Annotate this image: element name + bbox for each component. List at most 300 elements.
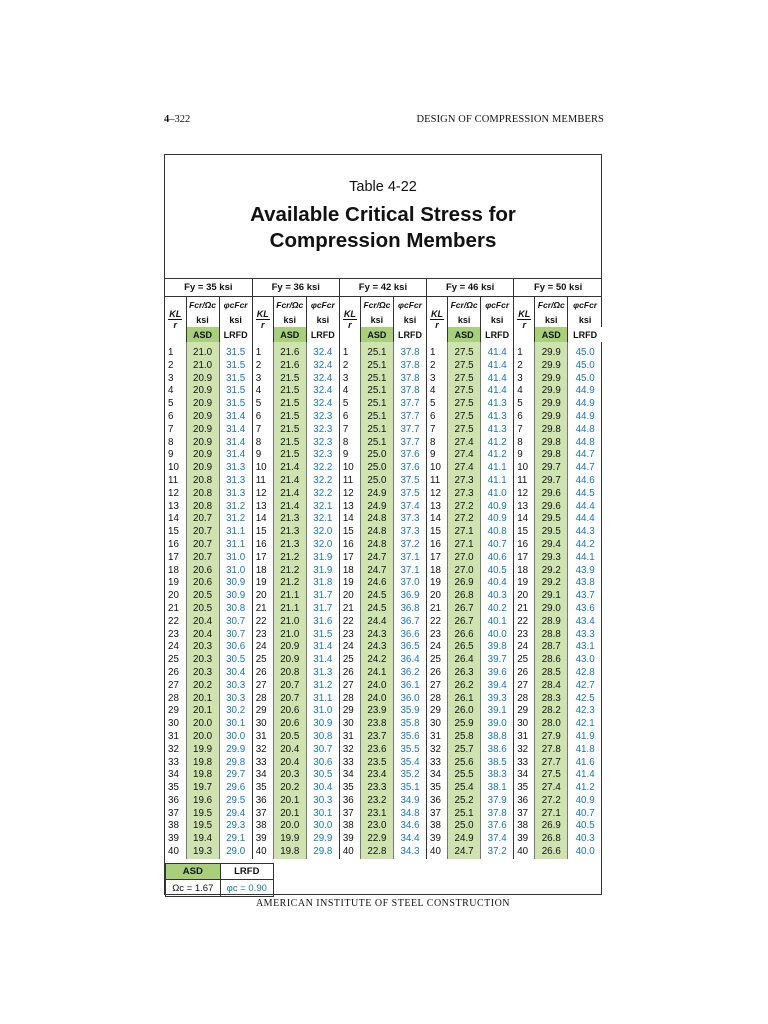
kl-numerator: KL [169, 309, 182, 319]
legend-lrfd-label: LRFD [220, 864, 273, 880]
kl-r-value: 37 [514, 808, 535, 821]
asd-stress-value: 24.9 [360, 501, 393, 514]
kl-r-value: 32 [252, 744, 273, 757]
kl-r-value: 10 [252, 462, 273, 475]
lrfd-stress-value: 32.2 [306, 488, 339, 501]
group-label: Fy = 35 ksi [165, 279, 252, 297]
lrfd-stress-value: 31.3 [219, 475, 252, 488]
kl-r-value: 27 [339, 680, 360, 693]
lrfd-symbol-header: φcFcr [306, 297, 339, 314]
kl-r-value: 40 [514, 846, 535, 859]
lrfd-stress-value: 44.7 [568, 449, 602, 462]
kl-r-value: 36 [168, 794, 179, 806]
asd-stress-value: 20.9 [186, 449, 219, 462]
asd-stress-value: 26.6 [535, 846, 568, 859]
asd-stress-value: 21.5 [273, 424, 306, 437]
kl-r-value: 21 [339, 603, 360, 616]
kl-r-value: 24 [252, 641, 273, 654]
lrfd-stress-value: 36.5 [393, 641, 426, 654]
kl-r-value: 5 [339, 398, 360, 411]
lrfd-header: LRFD [219, 327, 252, 342]
asd-stress-value: 20.9 [186, 411, 219, 424]
kl-denominator: r [348, 320, 352, 330]
kl-r-value: 14 [339, 513, 360, 526]
asd-stress-value: 25.0 [360, 462, 393, 475]
asd-stress-value: 24.9 [360, 488, 393, 501]
asd-stress-value: 20.3 [273, 769, 306, 782]
table-frame [164, 154, 602, 895]
kl-r-value: 25 [514, 654, 535, 667]
asd-stress-value: 24.0 [360, 693, 393, 706]
asd-stress-value: 29.7 [535, 475, 568, 488]
lrfd-stress-value: 31.4 [219, 437, 252, 450]
kl-r-value: 7 [514, 424, 535, 437]
asd-stress-value: 27.9 [535, 731, 568, 744]
table-row [165, 373, 602, 386]
asd-stress-value: 29.9 [535, 398, 568, 411]
table-row [165, 680, 602, 693]
lrfd-stress-value: 32.3 [306, 424, 339, 437]
asd-stress-value: 23.7 [360, 731, 393, 744]
kl-r-value: 30 [427, 718, 448, 731]
asd-stress-value: 20.8 [186, 501, 219, 514]
kl-r-value: 25 [168, 654, 179, 666]
asd-stress-value: 20.9 [186, 373, 219, 386]
kl-r-value: 40 [339, 846, 360, 859]
kl-r-value: 23 [252, 629, 273, 642]
lrfd-stress-value: 31.4 [306, 641, 339, 654]
asd-stress-value: 25.1 [360, 398, 393, 411]
asd-stress-value: 21.0 [186, 347, 219, 360]
lrfd-stress-value: 39.0 [481, 718, 514, 731]
lrfd-stress-value: 37.9 [481, 795, 514, 808]
kl-r-value: 20 [168, 590, 179, 602]
asd-stress-value: 24.8 [360, 513, 393, 526]
kl-r-value: 14 [427, 513, 448, 526]
kl-r-value: 9 [168, 449, 174, 461]
asd-symbol-header: Fcr/Ωc [273, 297, 306, 314]
asd-stress-value: 21.3 [273, 526, 306, 539]
asd-stress-value: 29.8 [535, 437, 568, 450]
lrfd-stress-value: 40.5 [481, 565, 514, 578]
asd-stress-value: 21.5 [273, 437, 306, 450]
table-row [165, 385, 602, 398]
kl-r-value: 6 [168, 410, 174, 422]
asd-stress-value: 29.2 [535, 577, 568, 590]
asd-stress-value: 22.8 [360, 846, 393, 859]
asd-stress-value: 22.9 [360, 833, 393, 846]
asd-stress-value: 28.2 [535, 705, 568, 718]
asd-stress-value: 29.2 [535, 565, 568, 578]
lrfd-stress-value: 44.3 [568, 526, 602, 539]
lrfd-stress-value: 31.0 [219, 565, 252, 578]
asd-stress-value: 20.6 [273, 705, 306, 718]
kl-r-value: 19 [168, 577, 179, 589]
kl-r-value: 28 [339, 693, 360, 706]
kl-r-value: 9 [252, 449, 273, 462]
lrfd-stress-value: 37.8 [393, 385, 426, 398]
lrfd-stress-value: 29.9 [306, 833, 339, 846]
lrfd-stress-value: 32.2 [306, 475, 339, 488]
lrfd-stress-value: 35.4 [393, 757, 426, 770]
lrfd-stress-value: 44.9 [568, 411, 602, 424]
lrfd-stress-value: 36.8 [393, 603, 426, 616]
lrfd-stress-value: 32.4 [306, 385, 339, 398]
lrfd-stress-value: 30.0 [306, 820, 339, 833]
lrfd-stress-value: 30.5 [306, 769, 339, 782]
kl-r-value: 17 [427, 552, 448, 565]
lrfd-header: LRFD [306, 327, 339, 342]
asd-stress-value: 23.8 [360, 718, 393, 731]
kl-r-value: 13 [514, 501, 535, 514]
kl-r-value: 28 [252, 693, 273, 706]
kl-r-header [165, 297, 186, 343]
kl-r-value: 16 [339, 539, 360, 552]
asd-stress-value: 21.2 [273, 577, 306, 590]
group-label: Fy = 42 ksi [339, 279, 426, 297]
asd-stress-value: 25.1 [360, 437, 393, 450]
lrfd-unit-header: ksi [393, 313, 426, 327]
kl-r-value: 28 [514, 693, 535, 706]
lrfd-stress-value: 36.0 [393, 693, 426, 706]
asd-stress-value: 20.1 [273, 808, 306, 821]
asd-header: ASD [448, 327, 481, 342]
lrfd-stress-value: 37.8 [481, 808, 514, 821]
lrfd-stress-value: 38.8 [481, 731, 514, 744]
asd-stress-value: 28.3 [535, 693, 568, 706]
lrfd-stress-value: 31.5 [219, 373, 252, 386]
asd-stress-value: 20.9 [186, 462, 219, 475]
lrfd-header: LRFD [481, 327, 514, 342]
lrfd-stress-value: 44.5 [568, 488, 602, 501]
kl-r-value: 18 [252, 565, 273, 578]
lrfd-symbol-header: φcFcr [481, 297, 514, 314]
kl-r-value: 25 [339, 654, 360, 667]
lrfd-stress-value: 41.4 [481, 347, 514, 360]
lrfd-stress-value: 31.3 [306, 667, 339, 680]
asd-stress-value: 21.1 [273, 590, 306, 603]
asd-symbol-header: Fcr/Ωc [360, 297, 393, 314]
lrfd-stress-value: 36.2 [393, 667, 426, 680]
asd-stress-value: 24.8 [360, 539, 393, 552]
asd-stress-value: 26.8 [448, 590, 481, 603]
lrfd-stress-value: 43.7 [568, 590, 602, 603]
kl-r-value: 2 [168, 359, 174, 371]
kl-r-value: 29 [168, 705, 179, 717]
lrfd-stress-value: 39.8 [481, 641, 514, 654]
table-row [165, 347, 602, 360]
asd-stress-value: 20.6 [186, 565, 219, 578]
asd-stress-value: 21.6 [273, 360, 306, 373]
kl-r-value: 22 [168, 615, 179, 627]
table-row [165, 705, 602, 718]
lrfd-stress-value: 41.2 [481, 449, 514, 462]
table-row [165, 795, 602, 808]
table-row [165, 641, 602, 654]
table-row [165, 782, 602, 795]
kl-r-value: 33 [427, 757, 448, 770]
kl-r-value: 27 [168, 679, 179, 691]
kl-r-value: 10 [168, 462, 179, 474]
asd-stress-value: 19.9 [186, 744, 219, 757]
asd-unit-header: ksi [360, 313, 393, 327]
lrfd-stress-value: 32.4 [306, 373, 339, 386]
kl-r-value: 31 [252, 731, 273, 744]
kl-r-value: 13 [168, 500, 179, 512]
lrfd-stress-value: 31.8 [306, 577, 339, 590]
table-row [165, 769, 602, 782]
asd-stress-value: 21.0 [186, 360, 219, 373]
kl-r-value: 26 [514, 667, 535, 680]
asd-stress-value: 27.3 [448, 488, 481, 501]
kl-r-value: 15 [252, 526, 273, 539]
asd-stress-value: 27.5 [448, 398, 481, 411]
legend-asd-label: ASD [166, 864, 221, 880]
kl-r-value: 35 [252, 782, 273, 795]
kl-r-value: 38 [427, 820, 448, 833]
kl-r-value: 13 [427, 501, 448, 514]
lrfd-stress-value: 43.8 [568, 577, 602, 590]
kl-r-value: 28 [168, 692, 179, 704]
asd-stress-value: 20.8 [186, 475, 219, 488]
asd-stress-value: 25.8 [448, 731, 481, 744]
kl-r-value: 29 [252, 705, 273, 718]
lrfd-stress-value: 39.3 [481, 693, 514, 706]
lrfd-stress-value: 31.1 [306, 693, 339, 706]
lrfd-symbol-header: φcFcr [219, 297, 252, 314]
lrfd-stress-value: 30.9 [219, 590, 252, 603]
table-row [165, 424, 602, 437]
asd-stress-value: 25.2 [448, 795, 481, 808]
asd-stress-value: 20.4 [186, 616, 219, 629]
kl-r-value: 21 [252, 603, 273, 616]
lrfd-stress-value: 37.1 [393, 552, 426, 565]
lrfd-stress-value: 31.1 [219, 526, 252, 539]
lrfd-stress-value: 35.8 [393, 718, 426, 731]
asd-stress-value: 27.0 [448, 552, 481, 565]
lrfd-stress-value: 36.4 [393, 654, 426, 667]
kl-r-value: 22 [252, 616, 273, 629]
asd-stress-value: 23.3 [360, 782, 393, 795]
kl-r-value: 34 [514, 769, 535, 782]
lrfd-stress-value: 35.9 [393, 705, 426, 718]
lrfd-stress-value: 29.0 [219, 846, 252, 859]
asd-stress-value: 19.5 [186, 820, 219, 833]
asd-stress-value: 27.5 [448, 424, 481, 437]
lrfd-stress-value: 40.3 [568, 833, 602, 846]
asd-stress-value: 23.5 [360, 757, 393, 770]
kl-denominator: r [173, 320, 178, 330]
asd-stress-value: 28.7 [535, 641, 568, 654]
asd-stress-value: 24.2 [360, 654, 393, 667]
asd-stress-value: 26.4 [448, 654, 481, 667]
lrfd-stress-value: 40.2 [481, 603, 514, 616]
lrfd-stress-value: 42.8 [568, 667, 602, 680]
kl-r-value: 31 [168, 730, 179, 742]
lrfd-stress-value: 32.1 [306, 501, 339, 514]
lrfd-stress-value: 30.4 [219, 667, 252, 680]
lrfd-stress-value: 32.1 [306, 513, 339, 526]
asd-stress-value: 28.5 [535, 667, 568, 680]
lrfd-stress-value: 42.5 [568, 693, 602, 706]
asd-stress-value: 28.4 [535, 680, 568, 693]
lrfd-stress-value: 41.1 [481, 462, 514, 475]
lrfd-stress-value: 40.9 [481, 513, 514, 526]
lrfd-stress-value: 37.6 [393, 449, 426, 462]
lrfd-stress-value: 32.3 [306, 411, 339, 424]
asd-stress-value: 24.8 [360, 526, 393, 539]
legend-lrfd-value: φc = 0.90 [220, 880, 273, 897]
lrfd-header: LRFD [568, 327, 602, 342]
lrfd-stress-value: 37.6 [393, 462, 426, 475]
kl-r-value: 18 [427, 565, 448, 578]
lrfd-stress-value: 38.6 [481, 744, 514, 757]
kl-r-value: 16 [427, 539, 448, 552]
kl-r-value: 12 [252, 488, 273, 501]
asd-stress-value: 23.4 [360, 769, 393, 782]
kl-r-value: 11 [514, 475, 535, 488]
lrfd-stress-value: 44.9 [568, 385, 602, 398]
asd-stress-value: 20.1 [186, 693, 219, 706]
table-row [165, 718, 602, 731]
kl-r-value: 27 [252, 680, 273, 693]
page-number [164, 114, 190, 125]
lrfd-stress-value: 41.8 [568, 744, 602, 757]
kl-r-value: 22 [427, 616, 448, 629]
kl-r-value: 3 [168, 372, 174, 384]
group-header-row [165, 279, 602, 297]
group-label: Fy = 50 ksi [514, 279, 602, 297]
lrfd-stress-value: 37.8 [393, 347, 426, 360]
kl-r-value: 4 [427, 385, 448, 398]
lrfd-stress-value: 40.6 [481, 552, 514, 565]
kl-r-value: 18 [168, 564, 179, 576]
kl-r-value: 27 [427, 680, 448, 693]
group-label: Fy = 46 ksi [427, 279, 514, 297]
asd-stress-value: 21.2 [273, 565, 306, 578]
kl-r-value: 39 [514, 833, 535, 846]
kl-r-value: 10 [339, 462, 360, 475]
asd-stress-value: 21.5 [273, 398, 306, 411]
lrfd-stress-value: 31.4 [219, 411, 252, 424]
asd-stress-value: 25.1 [360, 411, 393, 424]
kl-r-header [339, 297, 360, 343]
table-row [165, 757, 602, 770]
asd-stress-value: 27.2 [448, 513, 481, 526]
asd-stress-value: 27.4 [448, 462, 481, 475]
table-row [165, 654, 602, 667]
asd-stress-value: 29.3 [535, 552, 568, 565]
kl-r-value: 17 [252, 552, 273, 565]
asd-stress-value: 29.9 [535, 411, 568, 424]
page-footer: AMERICAN INSTITUTE OF STEEL CONSTRUCTION [255, 898, 511, 909]
asd-symbol-header: Fcr/Ωc [448, 297, 481, 314]
lrfd-stress-value: 31.2 [219, 501, 252, 514]
asd-stress-value: 23.2 [360, 795, 393, 808]
asd-stress-value: 28.0 [535, 718, 568, 731]
lrfd-stress-value: 40.5 [568, 820, 602, 833]
asd-stress-value: 25.1 [360, 385, 393, 398]
kl-r-value: 30 [168, 718, 179, 730]
asd-stress-value: 20.0 [273, 820, 306, 833]
asd-stress-value: 29.4 [535, 539, 568, 552]
kl-r-value: 30 [514, 718, 535, 731]
kl-denominator: r [522, 320, 526, 330]
kl-numerator: KL [256, 309, 269, 319]
table-row [165, 616, 602, 629]
kl-r-value: 5 [514, 398, 535, 411]
asd-stress-value: 23.9 [360, 705, 393, 718]
lrfd-stress-value: 42.7 [568, 680, 602, 693]
kl-r-value: 25 [427, 654, 448, 667]
lrfd-stress-value: 31.5 [219, 385, 252, 398]
lrfd-stress-value: 44.4 [568, 513, 602, 526]
asd-stress-value: 27.4 [448, 449, 481, 462]
asd-unit-header: ksi [273, 313, 306, 327]
lrfd-stress-value: 31.4 [219, 424, 252, 437]
asd-stress-value: 19.8 [186, 769, 219, 782]
kl-r-value: 36 [339, 795, 360, 808]
asd-stress-value: 20.5 [186, 603, 219, 616]
lrfd-stress-value: 40.0 [481, 629, 514, 642]
lrfd-stress-value: 31.5 [219, 360, 252, 373]
asd-stress-value: 27.8 [535, 744, 568, 757]
asd-stress-value: 27.5 [448, 347, 481, 360]
kl-r-value: 36 [514, 795, 535, 808]
kl-r-value: 35 [339, 782, 360, 795]
lrfd-stress-value: 37.4 [393, 501, 426, 514]
asd-stress-value: 20.9 [186, 385, 219, 398]
kl-r-value: 8 [427, 437, 448, 450]
asd-stress-value: 27.1 [535, 808, 568, 821]
asd-stress-value: 20.9 [186, 398, 219, 411]
lrfd-stress-value: 37.2 [393, 539, 426, 552]
asd-stress-value: 20.4 [186, 629, 219, 642]
asd-stress-value: 29.0 [535, 603, 568, 616]
kl-r-value: 20 [252, 590, 273, 603]
asd-stress-value: 24.3 [360, 629, 393, 642]
lrfd-stress-value: 43.3 [568, 629, 602, 642]
kl-r-value: 30 [252, 718, 273, 731]
lrfd-stress-value: 38.5 [481, 757, 514, 770]
kl-r-value: 17 [168, 551, 179, 563]
kl-r-value: 19 [427, 577, 448, 590]
table-row [165, 693, 602, 706]
kl-r-value: 2 [252, 360, 273, 373]
asd-stress-value: 26.7 [448, 616, 481, 629]
lrfd-stress-value: 44.2 [568, 539, 602, 552]
kl-r-value: 23 [427, 629, 448, 642]
lrfd-stress-value: 30.9 [306, 718, 339, 731]
table-row [165, 437, 602, 450]
kl-r-value: 33 [168, 756, 179, 768]
lrfd-stress-value: 37.5 [393, 488, 426, 501]
asd-stress-value: 29.5 [535, 526, 568, 539]
lrfd-stress-value: 30.4 [306, 782, 339, 795]
lrfd-stress-value: 29.9 [219, 744, 252, 757]
lrfd-symbol-header: φcFcr [568, 297, 602, 314]
kl-r-value: 29 [427, 705, 448, 718]
lrfd-stress-value: 44.6 [568, 475, 602, 488]
lrfd-stress-value: 37.5 [393, 475, 426, 488]
lrfd-stress-value: 40.8 [481, 526, 514, 539]
asd-stress-value: 20.2 [273, 782, 306, 795]
asd-stress-value: 24.4 [360, 616, 393, 629]
asd-stress-value: 26.3 [448, 667, 481, 680]
kl-r-value: 10 [427, 462, 448, 475]
asd-stress-value: 27.1 [448, 539, 481, 552]
table-row [165, 577, 602, 590]
